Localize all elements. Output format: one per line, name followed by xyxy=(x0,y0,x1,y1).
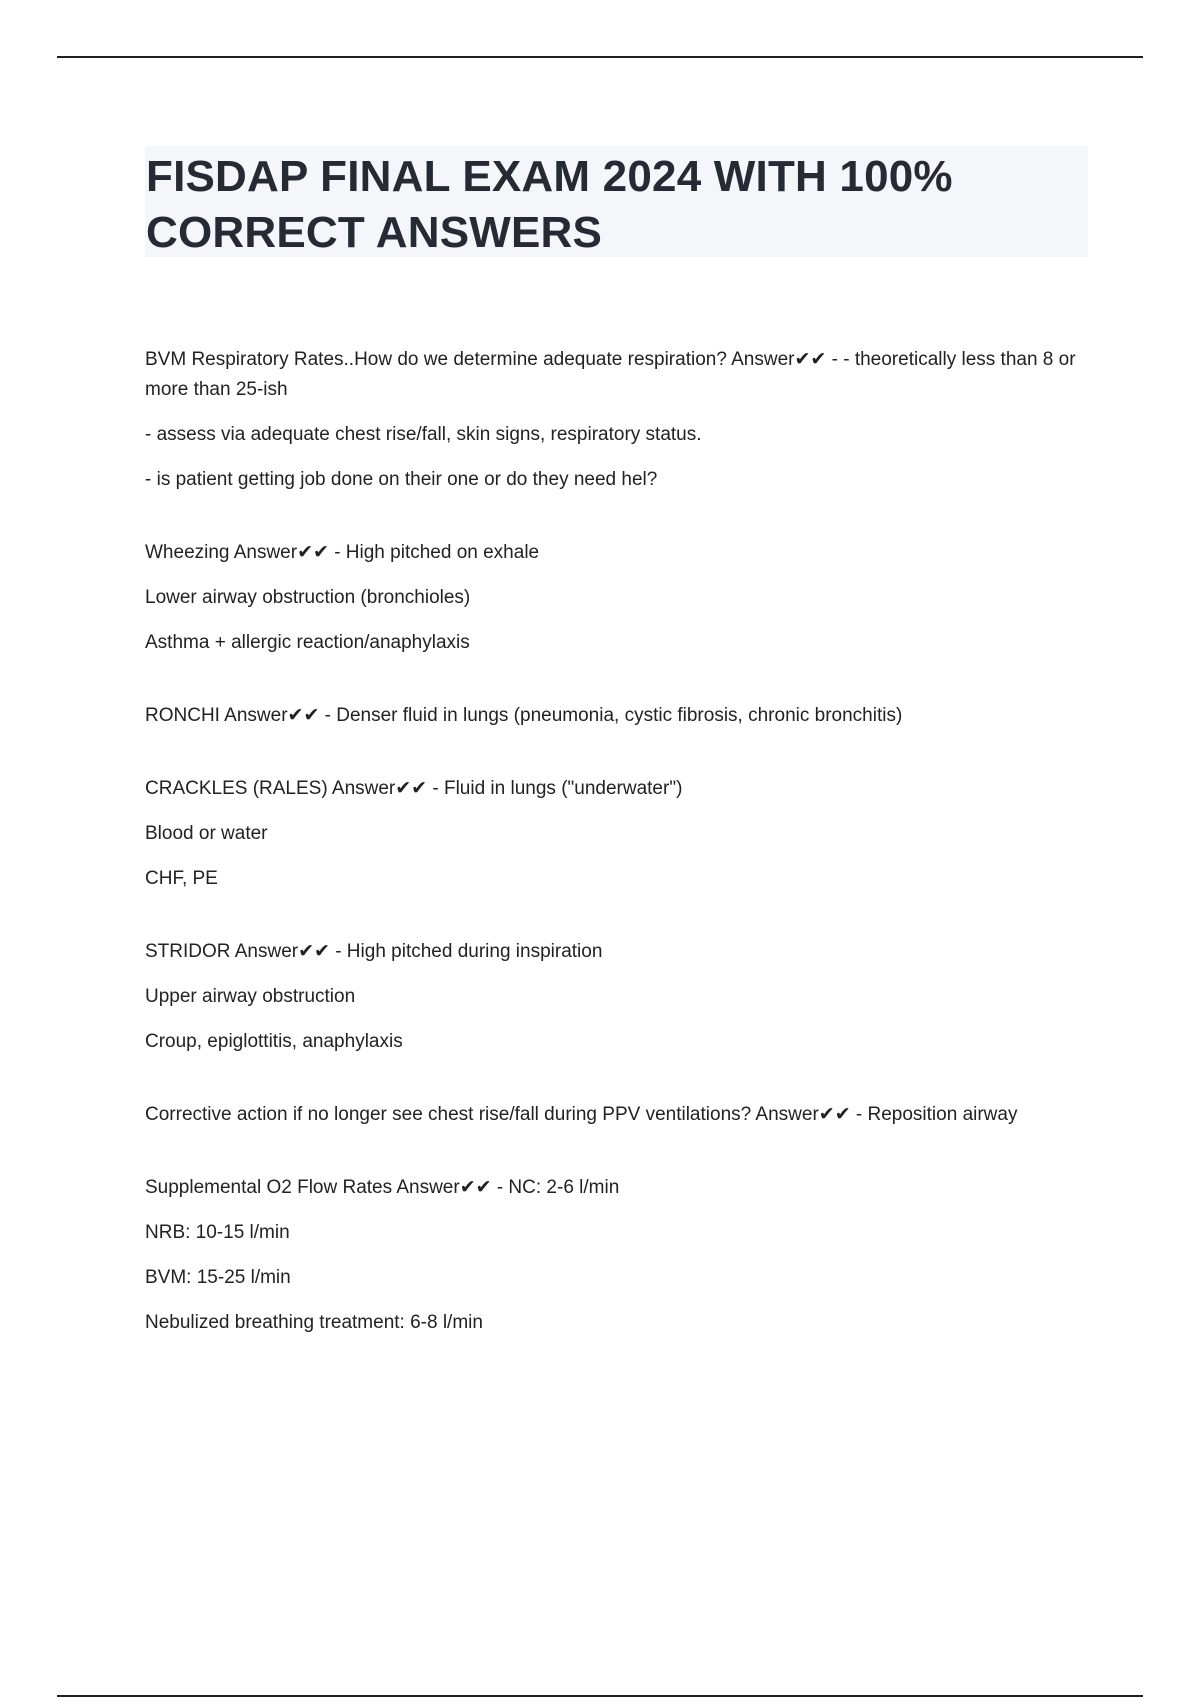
qa-line: STRIDOR Answer✔✔ - High pitched during inspiration xyxy=(145,941,603,962)
qa-line: Wheezing Answer✔✔ - High pitched on exhale xyxy=(145,542,540,563)
qa-item-ronchi xyxy=(145,701,1095,731)
qa-line: Lower airway obstruction (bronchioles) xyxy=(145,587,471,608)
qa-line: - assess via adequate chest rise/fall, skin signs, respiratory status. xyxy=(145,424,702,445)
top-divider xyxy=(57,56,1143,58)
qa-item-stridor xyxy=(145,937,1095,1057)
qa-item-corrective-action xyxy=(145,1100,1095,1130)
qa-line: Corrective action if no longer see chest rise/fall during PPV ventilations? Answer✔✔ - Reposition airway xyxy=(145,1104,1018,1125)
qa-content xyxy=(145,345,1095,1381)
qa-line: CRACKLES (RALES) Answer✔✔ - Fluid in lungs ("underwater") xyxy=(145,778,683,799)
qa-line: Asthma + allergic reaction/anaphylaxis xyxy=(145,632,470,653)
qa-line: Supplemental O2 Flow Rates Answer✔✔ - NC: 2-6 l/min xyxy=(145,1177,620,1198)
qa-item-wheezing xyxy=(145,538,1095,658)
qa-line: BVM Respiratory Rates..How do we determine adequate respiration? Answer✔✔ - - theoretically less than 8 or more than 25-ish xyxy=(145,349,1076,400)
qa-line: Upper airway obstruction xyxy=(145,986,356,1007)
qa-line: BVM: 15-25 l/min xyxy=(145,1267,291,1288)
qa-line: NRB: 10-15 l/min xyxy=(145,1222,290,1243)
document-title: FISDAP FINAL EXAM 2024 WITH 100% CORRECT ANSWERS xyxy=(146,152,953,257)
qa-line: Croup, epiglottitis, anaphylaxis xyxy=(145,1031,403,1052)
qa-item-crackles xyxy=(145,774,1095,894)
qa-line: Blood or water xyxy=(145,823,268,844)
qa-line: RONCHI Answer✔✔ - Denser fluid in lungs (pneumonia, cystic fibrosis, chronic bronchitis) xyxy=(145,705,903,726)
qa-line: - is patient getting job done on their one or do they need hel? xyxy=(145,469,658,490)
qa-item-bvm-respiratory-rates xyxy=(145,345,1095,495)
qa-line: Nebulized breathing treatment: 6-8 l/min xyxy=(145,1312,483,1333)
bottom-divider xyxy=(57,1695,1143,1697)
qa-item-supplemental-o2 xyxy=(145,1173,1095,1338)
qa-line: CHF, PE xyxy=(145,868,218,889)
